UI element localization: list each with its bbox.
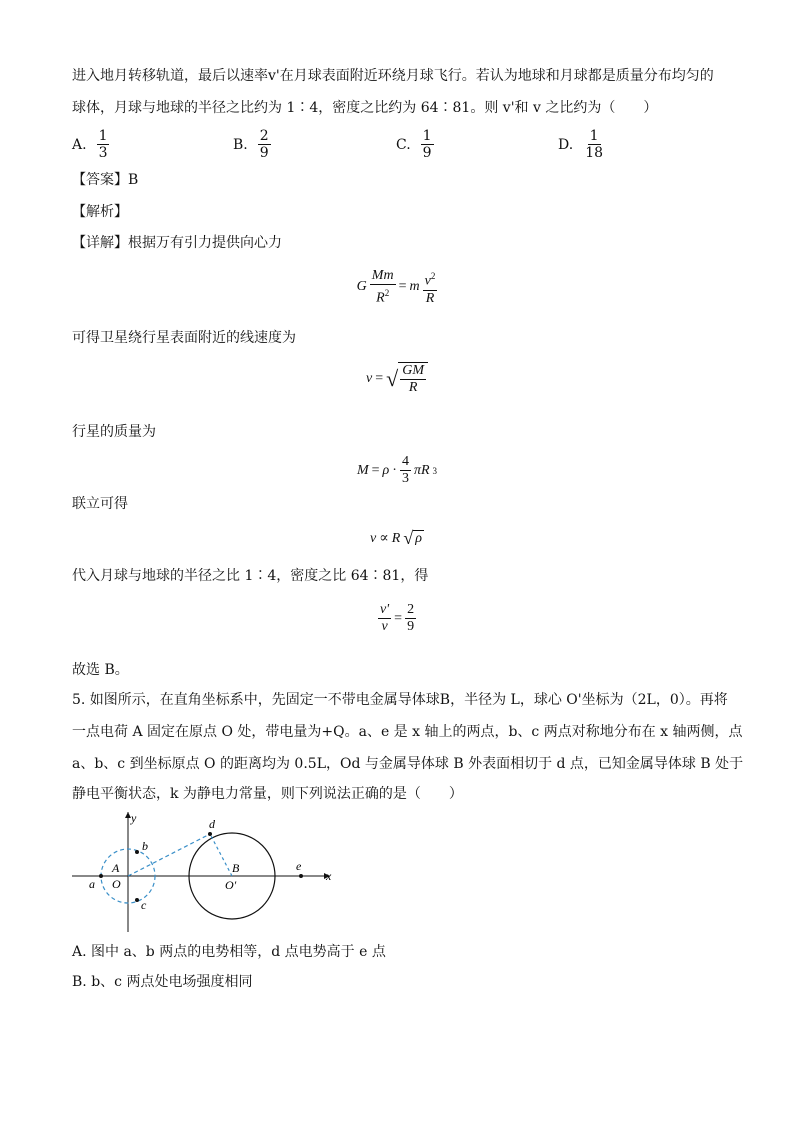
label-O: O <box>112 877 121 891</box>
point-e <box>299 874 303 878</box>
q4-text-substitute: 代入月球与地球的半径之比 1∶4，密度之比 64∶81，得 <box>72 568 429 584</box>
radius-line <box>210 834 232 876</box>
q4-stem-line2: 球体，月球与地球的半径之比约为 1∶4，密度之比约为 64∶81。则 v'和 v 之比约为（ ） <box>72 100 658 116</box>
label-B: B <box>232 861 240 875</box>
q5-option-b[interactable]: B. b、c 两点处电场强度相同 <box>72 974 253 990</box>
equation-mass: M = ρ · $\frac{4}{3}$ πR 3 <box>356 454 438 486</box>
q4-detail: 【详解】根据万有引力提供向心力 <box>72 235 282 251</box>
tangent-line-od <box>128 834 210 876</box>
q4-option-c[interactable] <box>396 128 434 161</box>
option-fraction: $\frac{1}{3}$ <box>98 128 108 161</box>
option-label: A. <box>72 136 87 153</box>
q4-stem-line1: 进入地月转移轨道，最后以速率v'在月球表面附近环绕月球飞行。若认为地球和月球都是质量分布均匀的 <box>72 68 714 84</box>
q4-text-combine: 联立可得 <box>72 496 128 512</box>
label-a: a <box>89 877 95 891</box>
q5-stem-line1: 5. 如图所示，在直角坐标系中，先固定一不带电金属导体球B，半径为 L，球心 O'坐标为（2L，0）。再将 <box>72 692 728 708</box>
q5-option-a[interactable]: A. 图中 a、b 两点的电势相等，d 点电势高于 e 点 <box>72 944 386 960</box>
equation-proportional: v ∝ R √ ρ <box>370 528 422 548</box>
q4-option-d[interactable] <box>558 128 605 161</box>
q5-stem-line2: 一点电荷 A 固定在原点 O 处，带电量为+Q。a、e 是 x 轴上的两点，b、c 两点对称地分布在 x 轴两侧，点 <box>72 724 743 740</box>
label-b: b <box>142 839 148 853</box>
q4-option-a[interactable] <box>72 128 109 161</box>
q5-stem-line3: a、b、c 到坐标原点 O 的距离均为 0.5L，Od 与金属导体球 B 外表面相切于 d 点，已知金属导体球 B 处于 <box>72 756 744 772</box>
point-b <box>135 850 139 854</box>
equation-gravity: G $\frac{Mm}{R^2}$ = m $\frac{v^2}{R}$ <box>356 268 436 306</box>
axis-label-x: x <box>326 869 332 883</box>
label-O-prime: O′ <box>225 878 237 892</box>
q4-answer: 【答案】B <box>72 172 139 188</box>
point-a <box>99 874 103 878</box>
q4-analysis-heading: 【解析】 <box>72 204 128 220</box>
label-A: A <box>112 861 120 875</box>
label-e: e <box>296 859 302 873</box>
q4-conclusion: 故选 B。 <box>72 662 129 678</box>
option-label: C. <box>396 136 411 153</box>
equation-velocity: v = √ $\frac{GM}{R}$ <box>0 362 794 396</box>
label-d: d <box>209 817 215 831</box>
q5-diagram <box>72 808 342 934</box>
label-c: c <box>141 898 147 912</box>
q4-text-velocity: 可得卫星绕行星表面附近的线速度为 <box>72 330 296 346</box>
option-label: B. <box>233 136 248 153</box>
option-fraction: $\frac{1}{9}$ <box>422 128 432 161</box>
point-d <box>208 832 212 836</box>
option-fraction: $\frac{1}{18}$ <box>585 128 604 161</box>
q4-option-b[interactable] <box>233 128 271 161</box>
axis-label-y: y <box>131 811 137 825</box>
option-label: D. <box>558 136 574 153</box>
q5-stem-line4: 静电平衡状态，k 为静电力常量，则下列说法正确的是（ ） <box>72 786 463 802</box>
option-fraction: $\frac{2}{9}$ <box>259 128 269 161</box>
point-c <box>135 898 139 902</box>
equation-result: $\frac{v'}{v}$ = $\frac{2}{9}$ <box>379 602 415 634</box>
q4-text-mass: 行星的质量为 <box>72 424 156 440</box>
